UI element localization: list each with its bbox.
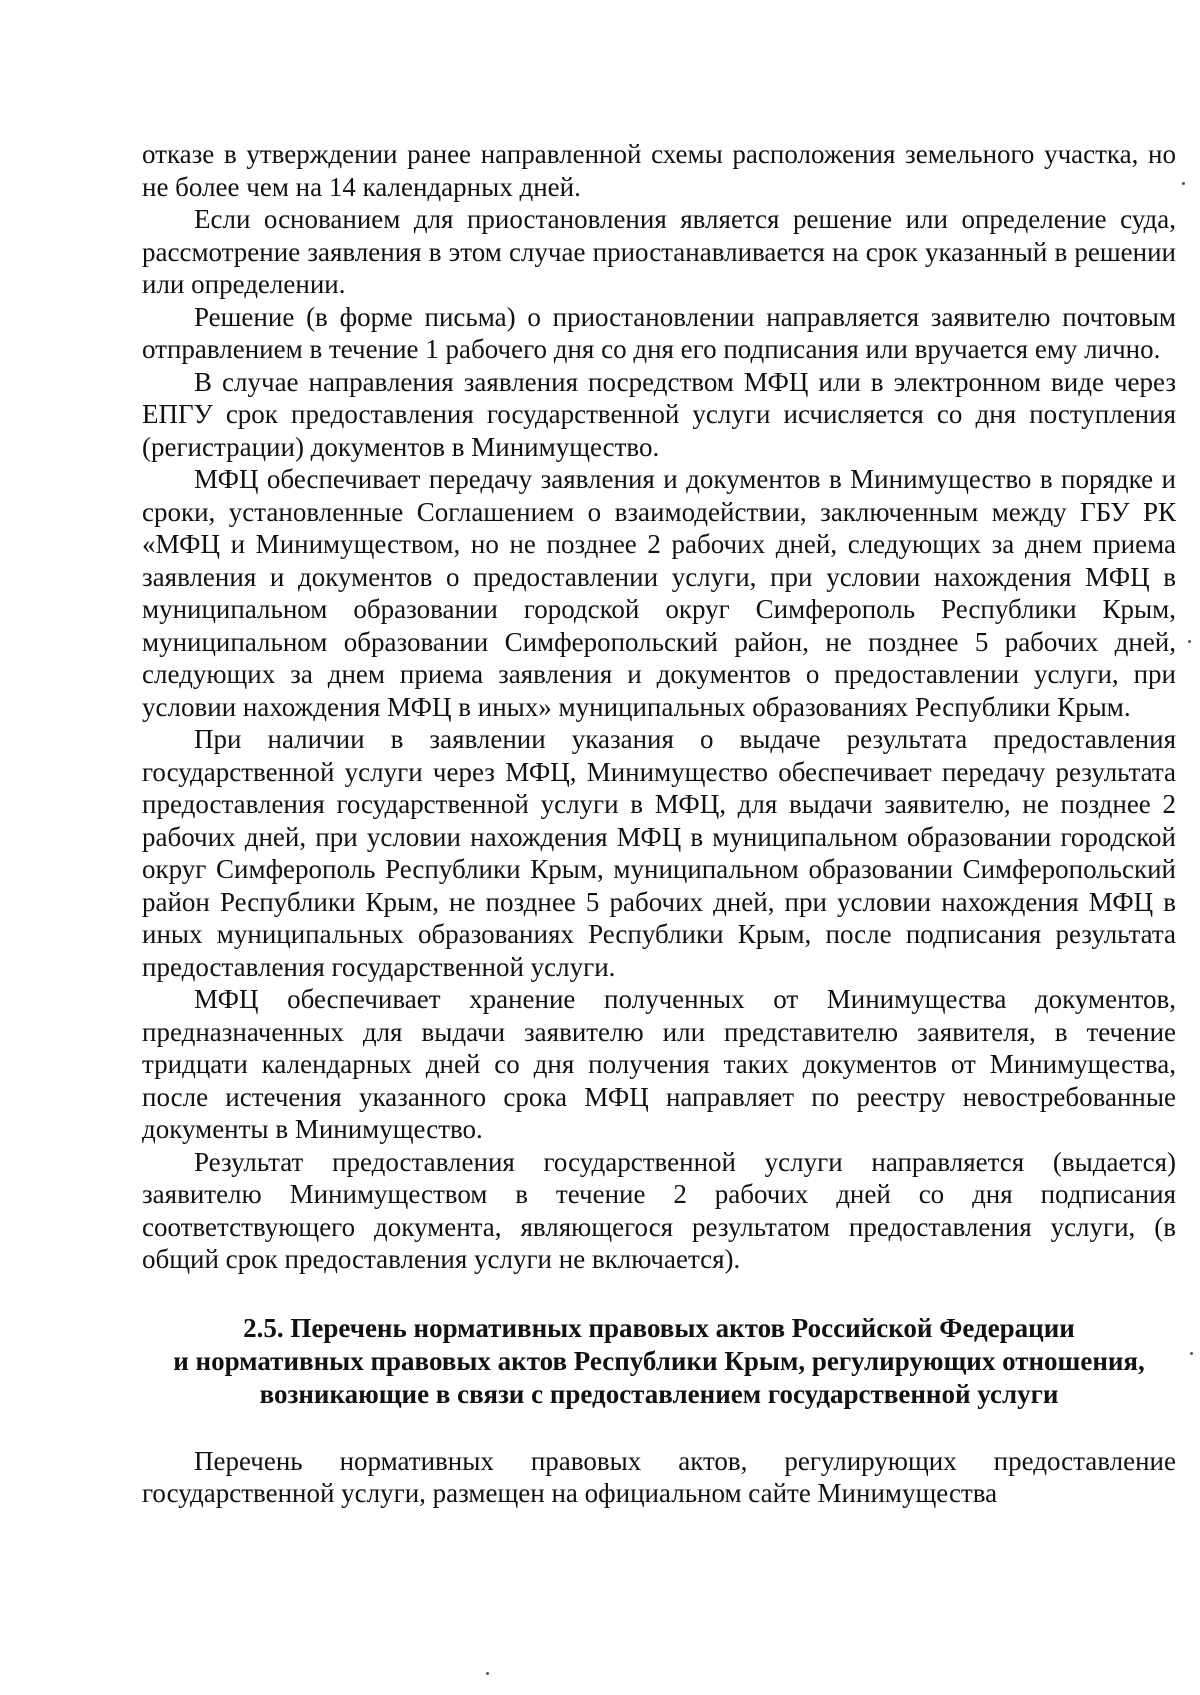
scan-speck — [486, 1672, 489, 1675]
document-body — [142, 138, 1176, 1510]
scan-speck — [1182, 182, 1185, 185]
section-heading-line-2: и нормативных правовых актов Республики Крым, регулирующих отношения, — [173, 1345, 1145, 1376]
section-heading-line-1: 2.5. Перечень нормативных правовых актов Российской Федерации — [243, 1312, 1075, 1343]
section-heading — [142, 1312, 1176, 1411]
paragraph-mfc-transfer: МФЦ обеспечивает передачу заявления и документов в Минимущество в порядке и сроки, установленные Соглашением о взаимодействии, заключенным между ГБУ РК «МФЦ и Минимуществом, но не позднее 2 рабочих дней, следующих за днем приема заявления и документов о предоставлении услуги, при условии нахождения МФЦ в муниципальном образовании городской округ Симферополь Республики Крым, муниципальном образовании Симферопольский район, не позднее 5 рабочих дней, следующих за днем приема заявления и документов о предоставлении услуги, при условии нахождения МФЦ в иных» муниципальных образованиях Республики Крым. — [142, 464, 1176, 722]
paragraph-result-delivery: Результат предоставления государственной услуги направляется (выдается) заявителю Минимуществом в течение 2 рабочих дней со дня подписания соответствующего документа, являющегося результатом предоставления услуги, (в общий срок предоставления услуги не включается). — [142, 1146, 1176, 1274]
paragraph-legal-acts-list: Перечень нормативных правовых актов, регулирующих предоставление государственной услуги, размещен на официальном сайте Минимущества — [142, 1445, 1176, 1508]
paragraph-mfc-storage: МФЦ обеспечивает хранение полученных от Минимущества документов, предназначенных для выдачи заявителю или представителю заявителя, в течение тридцати календарных дней со дня получения таких документов от Минимущества, после истечения указанного срока МФЦ направляет по реестру невостребованные документы в Минимущество. — [142, 984, 1176, 1144]
paragraph-continuation: отказе в утверждении ранее направленной схемы расположения земельного участка, но не более чем на 14 календарных дней. — [142, 139, 1176, 202]
section-heading-line-3: возникающие в связи с предоставлением государственной услуги — [259, 1378, 1059, 1409]
scan-speck — [1188, 640, 1191, 643]
paragraph-court-suspension: Если основанием для приостановления является решение или определение суда, рассмотрение заявления в этом случае приостанавливается на срок указанный в решении или определении. — [142, 204, 1176, 299]
paragraph-suspension-letter: Решение (в форме письма) о приостановлении направляется заявителю почтовым отправлением в течение 1 рабочего дня со дня его подписания или вручается ему лично. — [142, 301, 1176, 364]
scan-speck — [1190, 1352, 1193, 1355]
paragraph-mfc-epgu-term: В случае направления заявления посредством МФЦ или в электронном виде через ЕПГУ срок предоставления государственной услуги исчисляется со дня поступления (регистрации) документов в Минимущество. — [142, 366, 1176, 462]
paragraph-result-via-mfc: При наличии в заявлении указания о выдаче результата предоставления государственной услуги через МФЦ, Минимущество обеспечивает передачу результата предоставления государственной услуги в МФЦ, для выдачи заявителю, не позднее 2 рабочих дней, при условии нахождения МФЦ в муниципальном образовании городской округ Симферополь Республики Крым, муниципальном образовании Симферопольский район Республики Крым, не позднее 5 рабочих дней, при условии нахождения МФЦ в иных муниципальных образованиях Республики Крым, после подписания результата предоставления государственной услуги. — [142, 724, 1176, 982]
